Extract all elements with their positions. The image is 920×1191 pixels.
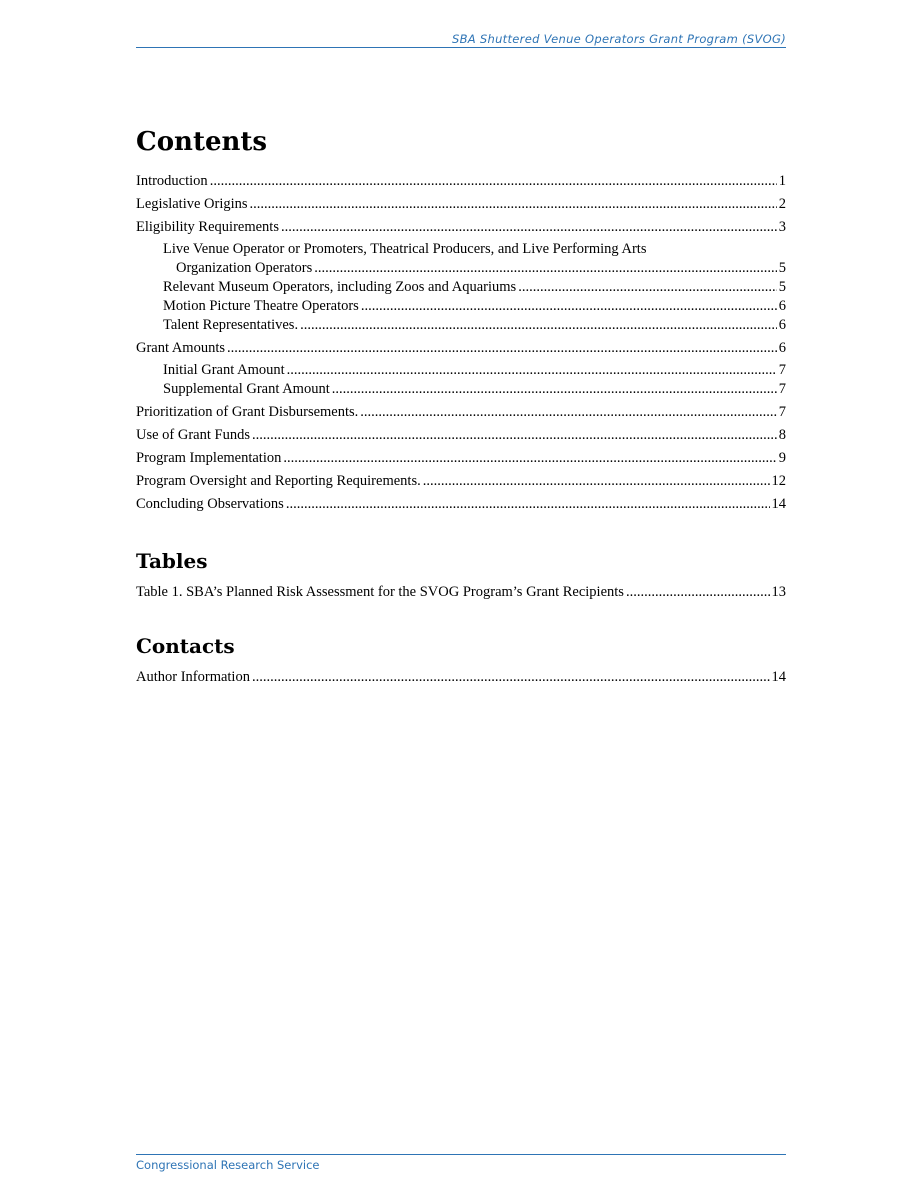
toc-entry-author-information[interactable]: [136, 668, 786, 687]
contacts-heading: Contacts: [136, 634, 235, 658]
toc-entry-prioritization-of-grant-disbursements[interactable]: [136, 403, 786, 422]
running-header: [136, 30, 786, 48]
toc-entry-table-1[interactable]: [136, 583, 786, 602]
toc-entry-title: Supplemental Grant Amount: [163, 381, 330, 397]
toc-entry-page: 14: [771, 669, 786, 685]
tables-heading: Tables: [136, 549, 208, 573]
toc-dot-leader: [287, 361, 777, 380]
toc-dot-leader: [361, 297, 777, 316]
toc-dot-leader: [281, 218, 777, 237]
toc-entry-page: 6: [778, 317, 786, 333]
toc-dot-leader: [314, 259, 777, 278]
toc-dot-leader: [227, 339, 777, 358]
toc-entry-title: Eligibility Requirements: [136, 219, 279, 235]
toc-entry-motion-picture-theatre-operators[interactable]: [136, 297, 786, 316]
toc-entry-page: 5: [778, 279, 786, 295]
toc-entry-page: 13: [771, 584, 786, 600]
toc-entry-title: Prioritization of Grant Disbursements.: [136, 404, 359, 420]
toc-entry-legislative-origins[interactable]: [136, 195, 786, 214]
toc-entry-concluding-observations[interactable]: [136, 495, 786, 514]
toc-entry-title-line2: Organization Operators: [176, 260, 313, 276]
toc-dot-leader: [332, 380, 777, 399]
toc-dot-leader: [300, 316, 777, 335]
running-header-title: SBA Shuttered Venue Operators Grant Program (SVOG): [451, 32, 786, 46]
toc-dot-leader: [626, 583, 770, 602]
footer-publisher: Congressional Research Service: [136, 1158, 320, 1172]
toc-entry-page: 7: [778, 362, 786, 378]
toc-entry-title: Use of Grant Funds: [136, 427, 250, 443]
toc-entry-page: 12: [771, 473, 786, 489]
toc-entry-page: 3: [778, 219, 786, 235]
toc-entry-title: Talent Representatives.: [163, 317, 299, 333]
toc-entry-title: Introduction: [136, 173, 208, 189]
toc-entry-page: 6: [778, 298, 786, 314]
toc-dot-leader: [423, 472, 770, 491]
toc-entry-talent-representatives[interactable]: [136, 316, 786, 335]
toc-entry-program-oversight[interactable]: [136, 472, 786, 491]
toc-entry-page: 6: [778, 340, 786, 356]
toc-dot-leader: [252, 426, 777, 445]
toc-dot-leader: [360, 403, 776, 422]
contents-heading: Contents: [136, 127, 268, 157]
tables-section: [136, 547, 786, 602]
toc-entry-title: Author Information: [136, 669, 250, 685]
toc-dot-leader: [210, 172, 777, 191]
tables-list: [136, 583, 786, 602]
table-of-contents: [136, 124, 786, 687]
toc-entry-grant-amounts[interactable]: [136, 339, 786, 358]
toc-dot-leader: [283, 449, 776, 468]
toc-entry-wrapped-line: [163, 259, 786, 278]
toc-entry-page: 1: [778, 173, 786, 189]
toc-entry-introduction[interactable]: [136, 172, 786, 191]
toc-dot-leader: [518, 278, 777, 297]
toc-entry-title: Relevant Museum Operators, including Zoos and Aquariums: [163, 279, 517, 295]
contacts-list: [136, 668, 786, 687]
toc-dot-leader: [250, 195, 777, 214]
toc-entry-initial-grant-amount[interactable]: [136, 361, 786, 380]
page-footer: [136, 1154, 786, 1174]
toc-entry-page: 2: [778, 196, 786, 212]
toc-entry-page: 7: [778, 381, 786, 397]
toc-dot-leader: [286, 495, 770, 514]
contents-list: [136, 172, 786, 514]
toc-entry-page: 7: [778, 404, 786, 420]
toc-entry-program-implementation[interactable]: [136, 449, 786, 468]
toc-entry-page: 14: [771, 496, 786, 512]
toc-entry-title: Motion Picture Theatre Operators: [163, 298, 359, 314]
toc-entry-page: 8: [778, 427, 786, 443]
toc-dot-leader: [252, 668, 770, 687]
toc-entry-title: Concluding Observations: [136, 496, 284, 512]
toc-entry-title: Grant Amounts: [136, 340, 226, 356]
toc-entry-eligibility-requirements[interactable]: [136, 218, 786, 237]
toc-entry-title: Initial Grant Amount: [163, 362, 285, 378]
toc-entry-page: 5: [778, 260, 786, 276]
toc-entry-title: Legislative Origins: [136, 196, 248, 212]
toc-entry-supplemental-grant-amount[interactable]: [136, 380, 786, 399]
toc-entry-live-venue-operators[interactable]: [136, 240, 786, 278]
toc-entry-title-line1: Live Venue Operator or Promoters, Theatrical Producers, and Live Performing Arts: [163, 241, 647, 257]
toc-entry-title: Table 1. SBA’s Planned Risk Assessment for the SVOG Program’s Grant Recipients: [136, 584, 624, 600]
contacts-section: [136, 632, 786, 687]
toc-entry-page: 9: [778, 450, 786, 466]
toc-entry-use-of-grant-funds[interactable]: [136, 426, 786, 445]
toc-entry-title: Program Oversight and Reporting Requirements.: [136, 473, 421, 489]
toc-entry-relevant-museum-operators[interactable]: [136, 278, 786, 297]
toc-entry-title: Program Implementation: [136, 450, 282, 466]
